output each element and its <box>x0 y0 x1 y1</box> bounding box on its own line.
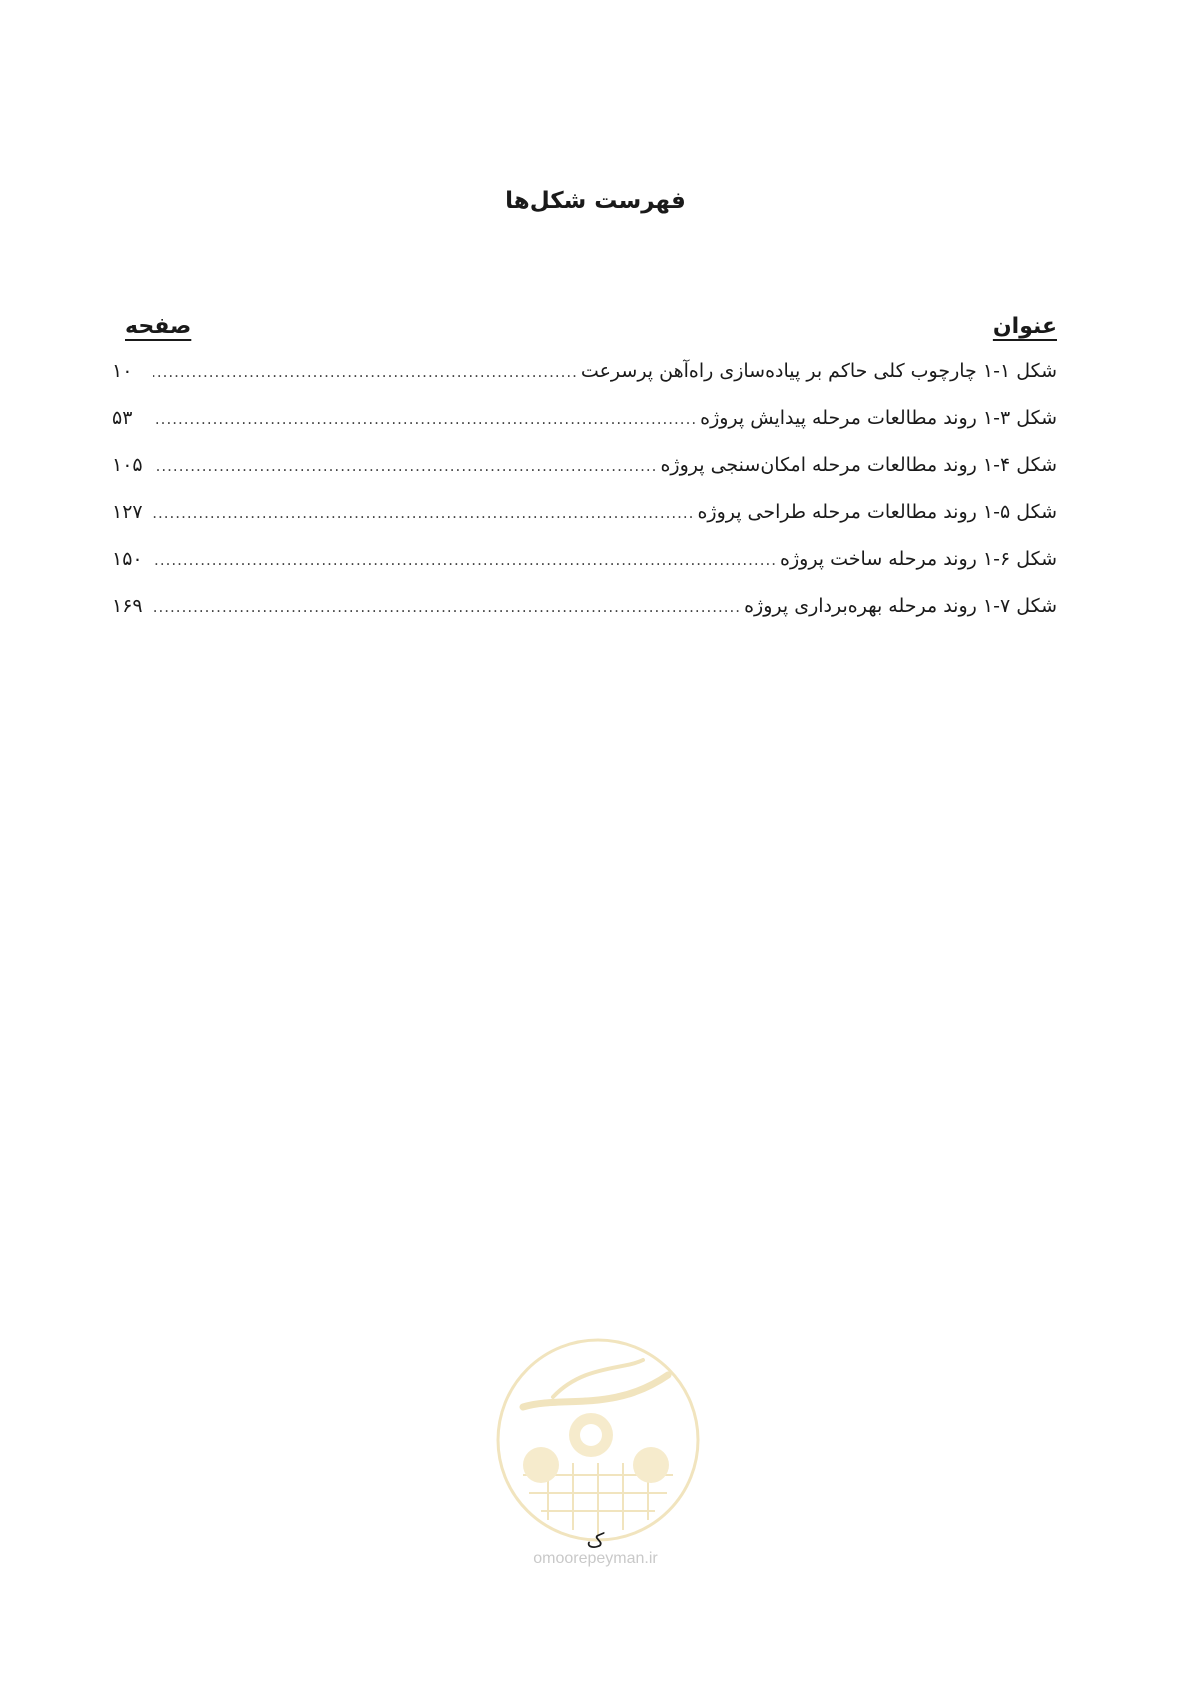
toc-entry[interactable] <box>112 407 1057 454</box>
toc-entry[interactable] <box>112 454 1057 501</box>
watermark-website: omoorepeyman.ir <box>533 1550 658 1567</box>
page-title: فهرست شکل‌ها <box>505 188 686 214</box>
page-number: ک <box>586 1528 605 1552</box>
dot-leader <box>153 598 741 616</box>
toc-entry[interactable] <box>112 501 1057 548</box>
toc-entry-page: ۱۶۹ <box>112 595 143 617</box>
watermark-logo-icon <box>493 1335 703 1545</box>
dot-leader <box>153 457 657 475</box>
toc-entry-page: ۱۰ <box>112 360 133 382</box>
title-column-header: عنوان <box>992 314 1057 339</box>
toc-entry[interactable] <box>112 595 1057 642</box>
toc-entry-label: شکل ۵-۱ روند مطالعات مرحله طراحی پروژه <box>697 501 1057 523</box>
toc-entry-label: شکل ۳-۱ روند مطالعات مرحله پیدایش پروژه <box>700 407 1057 429</box>
dot-leader <box>153 504 694 522</box>
toc-entry[interactable] <box>112 360 1057 407</box>
toc-entry-label: شکل ۷-۱ روند مرحله بهره‌برداری پروژه <box>744 595 1057 617</box>
toc-entry[interactable] <box>112 548 1057 595</box>
toc-entry-page: ۱۰۵ <box>112 454 143 476</box>
toc-entry-label: شکل ۶-۱ روند مرحله ساخت پروژه <box>780 548 1057 570</box>
toc-entry-page: ۵۳ <box>112 407 133 429</box>
dot-leader <box>153 410 697 428</box>
page-column-header: صفحه <box>125 314 192 339</box>
toc-entry-label: شکل ۴-۱ روند مطالعات مرحله امکان‌سنجی پروژه <box>660 454 1057 476</box>
dot-leader <box>153 363 578 381</box>
toc-entry-label: شکل ۱-۱ چارچوب کلی حاکم بر پیاده‌سازی راه‌آهن پرسرعت <box>580 360 1057 382</box>
toc-header <box>125 314 1057 346</box>
toc-entry-page: ۱۵۰ <box>112 548 143 570</box>
figure-list <box>112 360 1057 642</box>
toc-entry-page: ۱۲۷ <box>112 501 143 523</box>
dot-leader <box>153 551 777 569</box>
